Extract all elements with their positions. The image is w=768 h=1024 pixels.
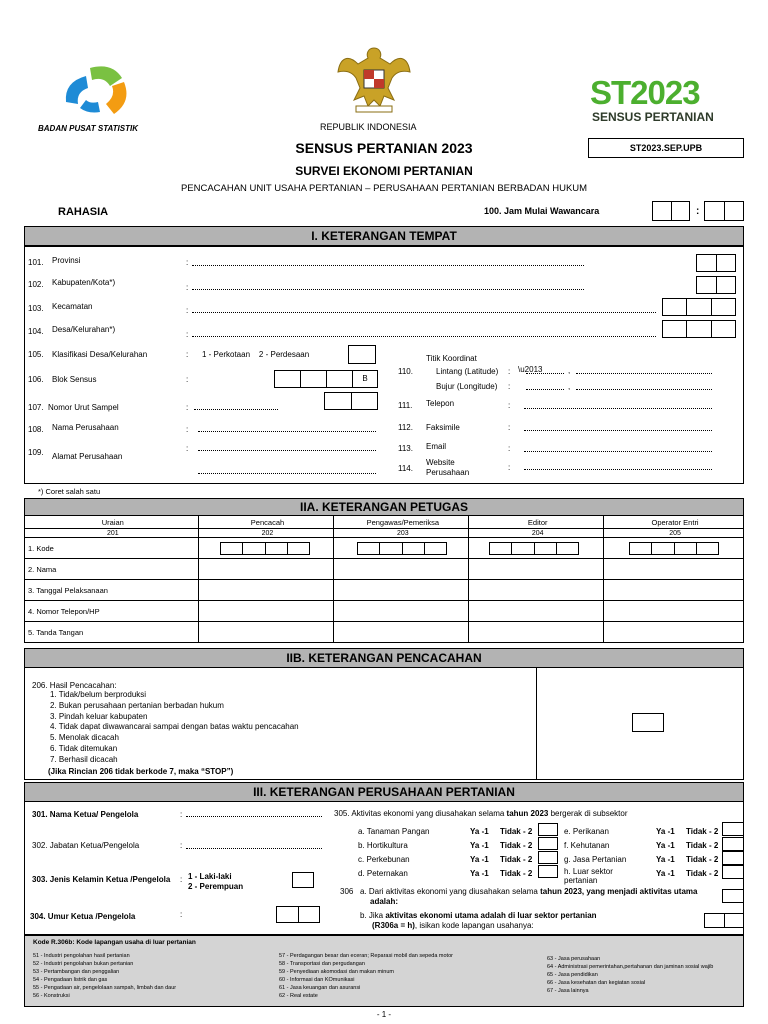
q306-num: 306 xyxy=(340,887,354,896)
telepon-operator[interactable] xyxy=(604,601,744,622)
code-205: 205 xyxy=(604,529,744,538)
subsektor-h-code[interactable] xyxy=(722,865,744,879)
kode-62: 62 - Real estate xyxy=(279,993,318,999)
q301-colon: : xyxy=(180,810,183,819)
q112-input[interactable] xyxy=(524,430,712,431)
q303-label: 303. Jenis Kelamin Ketua /Pengelola xyxy=(32,875,171,884)
q306b-text-4: , isikan kode lapangan usahanya: xyxy=(414,921,534,930)
q110-bujur-label: Bujur (Longitude) xyxy=(436,382,498,391)
code-203: 203 xyxy=(334,529,469,538)
q102-input[interactable] xyxy=(192,289,584,290)
page-number: - 1 - xyxy=(376,1010,392,1019)
kode-54: 54 - Pengadaan listrik dan gas xyxy=(33,977,108,983)
q105-num: 105. xyxy=(28,350,44,359)
row-kode: 1. Kode xyxy=(25,538,199,559)
q304-colon: : xyxy=(180,910,183,919)
q104-colon: : xyxy=(186,330,189,339)
q206-note: (Jika Rincian 206 tidak berkode 7, maka “STOP”) xyxy=(48,767,234,776)
q109-input-line2[interactable] xyxy=(198,473,376,474)
q108-num: 108. xyxy=(28,425,44,434)
q306b-code[interactable] xyxy=(704,913,744,928)
q102-code[interactable] xyxy=(696,276,736,294)
q111-input[interactable] xyxy=(524,408,712,409)
q104-code[interactable] xyxy=(662,320,736,338)
q105-label: Klasifikasi Desa/Kelurahan xyxy=(52,350,148,359)
nama-pencacah[interactable] xyxy=(198,559,334,580)
q107-code[interactable] xyxy=(324,392,378,410)
subsektor-g-ya: Ya -1 xyxy=(656,855,675,864)
subsektor-h-ya: Ya -1 xyxy=(656,869,675,878)
kode-operator-cell xyxy=(604,538,744,559)
q113-num: 113. xyxy=(398,444,413,453)
st2023-logo-text: ST2023 xyxy=(590,74,700,111)
q108-colon: : xyxy=(186,425,189,434)
q206-opt1: 1. Tidak/belum berproduksi xyxy=(50,690,147,699)
q101-label: Provinsi xyxy=(52,256,81,265)
q206-label: 206. Hasil Pencacahan: xyxy=(32,681,117,690)
q303-colon: : xyxy=(180,875,183,884)
kode-55: 55 - Pengadaan air, pengelolaan sampah, limbah dan daur xyxy=(33,985,177,991)
q302-colon: : xyxy=(180,841,183,850)
subsektor-b-label: b. Hortikultura xyxy=(358,841,408,850)
ttd-pengawas[interactable] xyxy=(334,622,469,643)
q206-code[interactable] xyxy=(632,713,664,732)
form-subtitle: SURVEI EKONOMI PERTANIAN xyxy=(295,164,473,178)
code-201: 201 xyxy=(25,529,199,538)
q113-label: Email xyxy=(426,442,447,451)
q104-num: 104. xyxy=(28,327,44,336)
kode-59: 59 - Penyediaan akomodasi dan makan minum xyxy=(279,969,394,975)
q111-num: 111. xyxy=(398,401,413,410)
form-title: SENSUS PERTANIAN 2023 xyxy=(295,140,473,156)
tanggal-operator[interactable] xyxy=(604,580,744,601)
subsektor-f-tidak: Tidak - 2 xyxy=(686,841,719,850)
bps-name: BADAN PUSAT STATISTIK xyxy=(38,124,138,133)
rahasia-label: RAHASIA xyxy=(58,206,109,218)
q107-colon: : xyxy=(186,403,189,412)
form-code: ST2023.SEP.UPB xyxy=(629,143,703,153)
q110-lintang-deg[interactable] xyxy=(526,373,564,374)
q105-colon: : xyxy=(186,350,189,359)
code-202: 202 xyxy=(198,529,334,538)
ttd-operator[interactable] xyxy=(604,622,744,643)
q110-lintang-colon: : xyxy=(508,367,511,376)
nama-editor[interactable] xyxy=(469,559,604,580)
q305-text-c: bergerak di subsektor xyxy=(548,809,628,818)
q108-label: Nama Perusahaan xyxy=(52,423,119,432)
q106-num: 106. xyxy=(28,375,44,384)
q109-label: Alamat Perusahaan xyxy=(52,452,123,461)
q306b-text-2: aktivitas ekonomi utama adalah di luar sektor pertanian xyxy=(385,911,597,920)
kode-53: 53 - Pertambangan dan penggalian xyxy=(33,969,120,975)
q114-label: Website Perusahaan xyxy=(426,458,470,477)
q110-lintang-label: Lintang (Latitude) xyxy=(436,367,499,376)
q305-text-a: 305. Aktivitas ekonomi yang diusahakan selama xyxy=(334,809,507,818)
q103-colon: : xyxy=(186,306,189,315)
subsektor-h-label: h. Luar sektor pertanian xyxy=(564,867,613,885)
q305-text-b: tahun 2023 xyxy=(506,809,549,818)
q305-label xyxy=(334,809,628,818)
q301-input[interactable] xyxy=(186,816,322,817)
q112-label: Faksimile xyxy=(426,423,460,432)
ttd-editor[interactable] xyxy=(469,622,604,643)
kode-col1 xyxy=(33,952,176,1000)
q108-input[interactable] xyxy=(198,431,376,432)
subsektor-c-label: c. Perkebunan xyxy=(358,855,410,864)
jam-colon: : xyxy=(696,206,700,217)
kode-col2 xyxy=(279,952,453,1000)
q109-num: 109. xyxy=(28,448,44,457)
q304-code[interactable] xyxy=(276,906,320,923)
section3-title: III. KETERANGAN PERUSAHAAN PERTANIAN xyxy=(24,782,744,802)
q114-input[interactable] xyxy=(524,469,712,470)
garuda-emblem xyxy=(334,42,414,118)
subsektor-g-code[interactable] xyxy=(722,851,744,865)
col-pencacah: Pencacah xyxy=(198,516,334,529)
q105-code[interactable] xyxy=(348,345,376,364)
q114-colon: : xyxy=(508,463,511,472)
q304-label: 304. Umur Ketua /Pengelola xyxy=(30,912,136,921)
jam-minute-input[interactable] xyxy=(704,201,744,221)
kode-editor-input[interactable] xyxy=(489,542,579,555)
kode-63: 63 - Jasa perusahaan xyxy=(547,956,601,962)
telepon-pencacah[interactable] xyxy=(198,601,334,622)
bps-logo xyxy=(58,62,138,122)
q107-input[interactable] xyxy=(194,409,278,410)
q110-bujur-deg[interactable] xyxy=(526,389,564,390)
q306b-line2 xyxy=(372,921,534,930)
q112-colon: : xyxy=(508,423,511,432)
subsektor-g-label: g. Jasa Pertanian xyxy=(564,855,627,864)
q103-input[interactable] xyxy=(192,312,656,313)
subsektor-c-ya: Ya -1 xyxy=(470,855,489,864)
q206-opt4: 4. Tidak dapat diwawancarai sampai dengan batas waktu pencacahan xyxy=(50,722,299,732)
q206-opt7: 7. Berhasil dicacah xyxy=(50,754,118,764)
subsektor-f-code[interactable] xyxy=(722,837,744,851)
subsektor-g-tidak: Tidak - 2 xyxy=(686,855,719,864)
q306b-text-3: (R306a = h) xyxy=(372,921,415,930)
q101-colon: : xyxy=(186,258,189,267)
telepon-editor[interactable] xyxy=(469,601,604,622)
section2b-divider xyxy=(536,667,537,780)
col-pengawas: Pengawas/Pemeriksa xyxy=(334,516,469,529)
kode-pencacah-input[interactable] xyxy=(220,542,310,555)
section1-frame xyxy=(24,246,744,484)
kode-51: 51 - Industri pengolahan hasil pertanian xyxy=(33,953,130,959)
kode-pencacah-cell xyxy=(198,538,334,559)
col-operator: Operator Entri xyxy=(604,516,744,529)
q101-code[interactable] xyxy=(696,254,736,272)
kode-58: 58 - Transportasi dan pergudangan xyxy=(279,961,365,967)
q109-input-line1[interactable] xyxy=(198,450,376,451)
kode-66: 66 - Jasa kesehatan dan kegiatan sosial xyxy=(547,980,646,986)
q110-lintang-minus: \u2013 xyxy=(518,365,543,374)
q206-opt6: 6. Tidak ditemukan xyxy=(50,743,118,753)
row-nama: 2. Nama xyxy=(25,559,199,580)
subsektor-f-label: f. Kehutanan xyxy=(564,841,610,850)
subsektor-c-tidak: Tidak - 2 xyxy=(500,855,533,864)
kode-pengawas-cell xyxy=(334,538,469,559)
section2b-title: IIB. KETERANGAN PENCACAHAN xyxy=(24,648,744,668)
kode-60: 60 - Informasi dan KOmunikasi xyxy=(279,977,355,983)
q110-bujur-colon: : xyxy=(508,382,511,391)
jam-hour-input[interactable] xyxy=(652,201,690,221)
q111-colon: : xyxy=(508,401,511,410)
subsektor-c-code[interactable] xyxy=(538,851,558,864)
q306a-line1 xyxy=(360,887,697,896)
tanggal-pengawas[interactable] xyxy=(334,580,469,601)
subsektor-b-code[interactable] xyxy=(538,837,558,850)
q103-num: 103. xyxy=(28,304,44,313)
tanggal-pencacah[interactable] xyxy=(198,580,334,601)
subsektor-e-ya: Ya -1 xyxy=(656,827,675,836)
q302-input[interactable] xyxy=(186,848,322,849)
q101-num: 101. xyxy=(28,258,44,267)
q206-opt3: 3. Pindah keluar kabupaten xyxy=(50,711,148,721)
q206-options xyxy=(50,690,299,766)
subsektor-d-label: d. Peternakan xyxy=(358,869,408,878)
q105-options: 1 - Perkotaan 2 - Perdesaan xyxy=(202,350,310,359)
subsektor-d-tidak: Tidak - 2 xyxy=(500,869,533,878)
subsektor-e-code[interactable] xyxy=(722,822,744,836)
telepon-pengawas[interactable] xyxy=(334,601,469,622)
form-description: PENCACAHAN UNIT USAHA PERTANIAN – PERUSAHAAN PERTANIAN BERBADAN HUKUM xyxy=(180,183,588,194)
q303-code[interactable] xyxy=(292,872,314,888)
kode-67: 67 - Jasa lainnya xyxy=(547,988,589,994)
col-uraian: Uraian xyxy=(25,516,199,529)
kode-52: 52 - Industri pengolahan bukan pertanian xyxy=(33,961,134,967)
subsektor-a-tidak: Tidak - 2 xyxy=(500,827,533,836)
q303-opt1: 1 - Laki-laki xyxy=(188,872,232,881)
kode-panel xyxy=(24,935,744,1007)
nama-operator[interactable] xyxy=(604,559,744,580)
q306a-text-1: a. Dari aktivitas ekonomi yang diusahakan selama xyxy=(360,887,541,896)
q102-label: Kabupaten/Kota*) xyxy=(52,278,116,287)
subsektor-d-ya: Ya -1 xyxy=(470,869,489,878)
subsektor-b-tidak: Tidak - 2 xyxy=(500,841,533,850)
subsektor-h-tidak: Tidak - 2 xyxy=(686,869,719,878)
q102-num: 102. xyxy=(28,280,44,289)
q103-code[interactable] xyxy=(662,298,736,316)
row-telepon: 4. Nomor Telepon/HP xyxy=(25,601,199,622)
subsektor-e-label: e. Perikanan xyxy=(564,827,609,836)
section1-title: I. KETERANGAN TEMPAT xyxy=(24,226,744,246)
q113-input[interactable] xyxy=(524,451,712,452)
q111-label: Telepon xyxy=(426,399,455,408)
q206-opt5: 5. Menolak dicacah xyxy=(50,733,119,743)
republik-indonesia: REPUBLIK INDONESIA xyxy=(320,122,417,132)
subsektor-b-ya: Ya -1 xyxy=(470,841,489,850)
nama-pengawas[interactable] xyxy=(334,559,469,580)
q106-colon: : xyxy=(186,375,189,384)
q106-code[interactable] xyxy=(274,370,378,388)
kode-editor-cell xyxy=(469,538,604,559)
footnote: *) Coret salah satu xyxy=(38,487,101,496)
q110-bujur-min[interactable] xyxy=(576,389,712,390)
subsektor-e-tidak: Tidak - 2 xyxy=(686,827,719,836)
q110-label: Titik Koordinat xyxy=(426,354,477,363)
kode-operator-input[interactable] xyxy=(629,542,719,555)
q104-input[interactable] xyxy=(192,336,656,337)
code-204: 204 xyxy=(469,529,604,538)
q103-label: Kecamatan xyxy=(52,302,93,311)
subsektor-f-ya: Ya -1 xyxy=(656,841,675,850)
kode-64: 64 - Administrasi pemerintahan,pertahanan dan jaminan sosial wajib xyxy=(547,964,714,970)
q306a-text-2: tahun 2023, yang menjadi aktivitas utama xyxy=(540,887,698,896)
section2a-title: IIA. KETERANGAN PETUGAS xyxy=(24,498,744,516)
q112-num: 112. xyxy=(398,423,413,432)
subsektor-a-label: a. Tanaman Pangan xyxy=(358,827,430,836)
q101-input[interactable] xyxy=(192,265,584,266)
q106-label: Blok Sensus xyxy=(52,375,97,384)
st2023-logo-caption: SENSUS PERTANIAN xyxy=(592,110,714,124)
q306a-code[interactable] xyxy=(722,889,744,903)
subsektor-d-code[interactable] xyxy=(538,865,558,878)
jam-mulai-label: 100. Jam Mulai Wawancara xyxy=(484,206,600,216)
q303-opt2: 2 - Perempuan xyxy=(188,882,244,891)
q302-label: 302. Jabatan Ketua/Pengelola xyxy=(32,841,140,850)
q110-lintang-comma: , xyxy=(568,366,571,375)
row-tanda-tangan: 5. Tanda Tangan xyxy=(25,622,199,643)
col-editor: Editor xyxy=(469,516,604,529)
subsektor-a-code[interactable] xyxy=(538,823,558,836)
q113-colon: : xyxy=(508,444,511,453)
petugas-table xyxy=(24,515,744,643)
kode-57: 57 - Perdagangan besar dan eceran; Reparasi mobil dan sepeda motor xyxy=(279,953,453,959)
st2023-logo xyxy=(590,76,740,126)
q114-num: 114. xyxy=(398,464,413,473)
q206-opt2: 2. Bukan perusahaan pertanian berbadan hukum xyxy=(50,700,224,710)
q306b-text-1: b. Jika xyxy=(360,911,386,920)
subsektor-a-ya: Ya -1 xyxy=(470,827,489,836)
tanggal-editor[interactable] xyxy=(469,580,604,601)
q102-colon: : xyxy=(186,283,189,292)
form-code-box xyxy=(588,138,744,158)
q301-label: 301. Nama Ketua/ Pengelola xyxy=(32,810,139,819)
kode-pengawas-input[interactable] xyxy=(357,542,447,555)
ttd-pencacah[interactable] xyxy=(198,622,334,643)
q106-suffix: B xyxy=(352,370,378,388)
q104-label: Desa/Kelurahan*) xyxy=(52,325,116,334)
kode-65: 65 - Jasa pendidikan xyxy=(547,972,598,978)
q110-lintang-min[interactable] xyxy=(576,373,712,374)
row-tanggal: 3. Tanggal Pelaksanaan xyxy=(25,580,199,601)
q107-num: 107. xyxy=(28,403,44,412)
q109-colon: : xyxy=(186,444,189,453)
q306a-line2: adalah: xyxy=(370,897,399,906)
q110-num: 110. xyxy=(398,367,413,376)
kode-col3 xyxy=(547,955,713,995)
kode-title: Kode R.306b: Kode lapangan usaha di luar pertanian xyxy=(33,939,196,946)
kode-61: 61 - Jasa keuangan dan asuransi xyxy=(279,985,361,991)
kode-56: 56 - Konstruksi xyxy=(33,993,70,999)
q110-bujur-comma: , xyxy=(568,382,571,391)
q107-label: Nomor Urut Sampel xyxy=(48,403,119,412)
q306b-line1 xyxy=(360,911,597,920)
